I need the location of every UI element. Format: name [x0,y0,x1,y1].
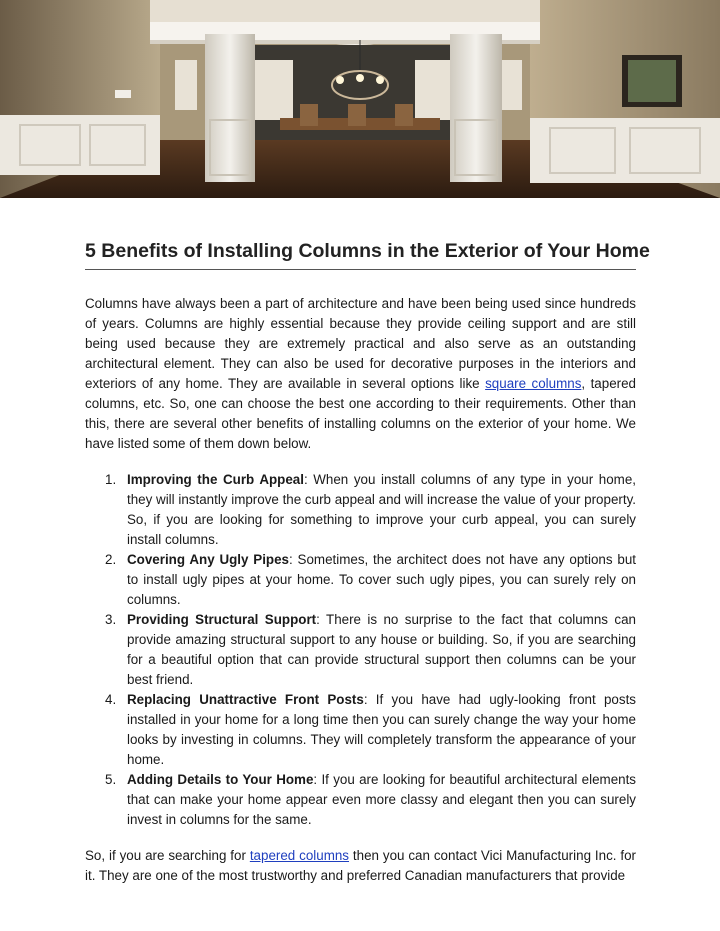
benefit-heading: Adding Details to Your Home [127,772,314,787]
list-item [85,770,636,830]
list-number: 3. [105,612,117,627]
square-columns-link[interactable]: square columns [485,376,582,391]
interior-columns-photo [0,0,720,198]
benefit-heading: Replacing Unattractive Front Posts [127,692,364,707]
benefit-text: : There is no surprise to the fact that columns can provide amazing structural support to any house or building. So, if you are searching for a beautiful option that can provide structural support then columns can be your best friend. [127,612,636,687]
benefit-text: : When you install columns of any type in your home, they will instantly improve the curb appeal and will increase the value of your property. So, if you are looking for something to improve your curb appeal, you can surely install columns. [127,472,636,547]
benefit-text: : Sometimes, the architect does not have any options but to install ugly pipes at your home. To cover such ugly pipes, you can surely rely on columns. [127,552,636,607]
list-number: 2. [105,552,117,567]
list-item [85,550,636,610]
benefit-text: : If you have had ugly-looking front posts installed in your home for a long time then you can surely change the way your home looks by investing in columns. They will completely transform the appearance of your home. [127,692,636,767]
hero-photo [0,0,720,198]
list-item [85,690,636,770]
intro-text-end: , tapered columns, etc. So, one can choose the best one according to their requirements. Other than this, there are several other benefits of installing columns on the exterior of your home. We have listed some of them down below. [85,376,636,451]
list-item [85,470,636,550]
tapered-columns-link[interactable]: tapered columns [249,848,350,863]
list-number: 5. [105,772,117,787]
document-body [85,240,650,886]
closing-paragraph [85,846,636,886]
intro-paragraph [85,294,636,454]
benefit-heading: Covering Any Ugly Pipes [127,552,290,567]
closing-text-start: So, if you are searching for [85,848,250,863]
list-number: 1. [105,472,117,487]
list-number: 4. [105,692,117,707]
intro-text-start: Columns have always been a part of architecture and have been being used since hundreds of years. Columns are highly essential because they provide ceiling support and are still being used because they are extremely practical and also serve as an outstanding architectural element. They can also be used for decorative purposes in the interiors and exteriors of any home. They are available in several options like [85,296,636,391]
benefit-heading: Improving the Curb Appeal [127,472,304,487]
article-title: 5 Benefits of Installing Columns in the Exterior of Your Home [85,240,636,270]
benefit-heading: Providing Structural Support [127,612,317,627]
closing-text-end: then you can contact Vici Manufacturing Inc. for it. They are one of the most trustworthy and preferred Canadian manufacturers that provide [85,848,637,883]
list-item [85,610,636,690]
benefits-list [85,470,636,830]
benefit-text: : If you are looking for beautiful architectural elements that can make your home appear even more classy and elegant then you can surely invest in columns for the same. [127,772,637,827]
